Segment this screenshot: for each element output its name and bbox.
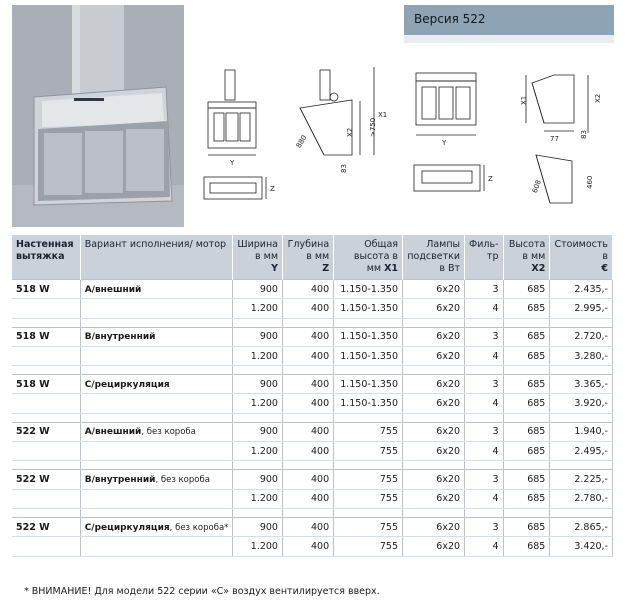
variant-note: , без короба xyxy=(141,427,196,438)
depth-cell: 400 xyxy=(282,422,333,441)
spacer-cell xyxy=(403,508,465,517)
spacer-cell xyxy=(403,461,465,470)
spacer-cell xyxy=(80,508,233,517)
lamps-cell: 6x20 xyxy=(403,517,465,536)
height-total-cell: 755 xyxy=(334,537,403,556)
model-cell xyxy=(12,537,80,556)
lamps-cell: 6x20 xyxy=(403,375,465,394)
col-model-header: Настенная вытяжка xyxy=(12,235,80,280)
height-total-cell: 1.150-1.350 xyxy=(334,327,403,346)
depth-cell: 400 xyxy=(282,346,333,365)
price-cell: 2.780,- xyxy=(550,489,613,508)
table-row xyxy=(12,422,613,441)
spacer-cell xyxy=(465,508,503,517)
price-cell: 2.995,- xyxy=(550,299,613,318)
lamps-cell: 6x20 xyxy=(403,394,465,413)
price-cell: 2.435,- xyxy=(550,280,613,299)
spacer-cell xyxy=(465,461,503,470)
variant-label: A/внешний xyxy=(84,284,142,295)
model-cell xyxy=(12,299,80,318)
spacer-cell xyxy=(233,461,283,470)
filter-cell: 3 xyxy=(465,517,503,536)
height-total-cell: 755 xyxy=(334,442,403,461)
price-cell: 2.720,- xyxy=(550,327,613,346)
spacer-cell xyxy=(550,366,613,375)
spacer-cell xyxy=(334,366,403,375)
variant-cell xyxy=(80,346,233,365)
height-cell: 685 xyxy=(503,537,550,556)
dim-label-y: Y xyxy=(230,159,235,167)
table-row xyxy=(12,375,613,394)
spacer-cell xyxy=(403,318,465,327)
spacer-cell xyxy=(550,318,613,327)
spacer-cell xyxy=(503,318,550,327)
depth-cell: 400 xyxy=(282,442,333,461)
spacer-cell xyxy=(80,318,233,327)
price-cell: 2.495,- xyxy=(550,442,613,461)
depth-cell: 400 xyxy=(282,280,333,299)
spacer-cell xyxy=(465,366,503,375)
spacer-cell xyxy=(550,508,613,517)
table-row xyxy=(12,327,613,346)
variant-cell xyxy=(80,327,233,346)
variant-note: , без короба* xyxy=(169,522,229,533)
depth-cell: 400 xyxy=(282,327,333,346)
spacer-cell xyxy=(233,366,283,375)
depth-cell: 400 xyxy=(282,375,333,394)
height-cell: 685 xyxy=(503,327,550,346)
height-cell: 685 xyxy=(503,280,550,299)
lamps-cell: 6x20 xyxy=(403,299,465,318)
dim-label-880: 880 xyxy=(294,133,309,150)
dim-label-x2: X2 xyxy=(346,127,354,137)
footnote: * ВНИМАНИЕ! Для модели 522 серии «С» воздух вентилируется вверх. xyxy=(24,586,380,597)
col-height-header: Высота в мм X2 xyxy=(503,235,550,280)
width-cell: 900 xyxy=(233,517,283,536)
depth-cell: 400 xyxy=(282,517,333,536)
spacer-cell xyxy=(503,366,550,375)
variant-cell xyxy=(80,470,233,489)
variant-cell xyxy=(80,489,233,508)
price-cell: 1.940,- xyxy=(550,422,613,441)
lamps-cell: 6x20 xyxy=(403,346,465,365)
spacer-cell xyxy=(12,366,80,375)
width-cell: 1.200 xyxy=(233,346,283,365)
variant-cell xyxy=(80,280,233,299)
variant-label: B/внутренний xyxy=(84,332,156,343)
dim-label-83-b: 83 xyxy=(580,130,588,139)
width-cell: 900 xyxy=(233,280,283,299)
table-row xyxy=(12,346,613,365)
col-depth-header: Глубина в мм Z xyxy=(282,235,333,280)
filter-cell: 3 xyxy=(465,280,503,299)
height-total-cell: 755 xyxy=(334,470,403,489)
width-cell: 1.200 xyxy=(233,442,283,461)
spacer-cell xyxy=(282,461,333,470)
width-cell: 900 xyxy=(233,375,283,394)
model-cell xyxy=(12,394,80,413)
price-cell: 2.865,- xyxy=(550,517,613,536)
spacer-cell xyxy=(550,413,613,422)
height-total-cell: 1.150-1.350 xyxy=(334,299,403,318)
width-cell: 900 xyxy=(233,422,283,441)
model-cell: 518 W xyxy=(12,327,80,346)
height-cell: 685 xyxy=(503,299,550,318)
variant-cell xyxy=(80,517,233,536)
filter-cell: 3 xyxy=(465,422,503,441)
depth-cell: 400 xyxy=(282,394,333,413)
model-cell: 522 W xyxy=(12,470,80,489)
price-cell: 2.225,- xyxy=(550,470,613,489)
width-cell: 900 xyxy=(233,327,283,346)
spacer-cell xyxy=(550,461,613,470)
height-total-cell: 755 xyxy=(334,489,403,508)
model-cell xyxy=(12,442,80,461)
filter-cell: 4 xyxy=(465,346,503,365)
group-spacer xyxy=(12,366,613,375)
spacer-cell xyxy=(233,508,283,517)
price-table xyxy=(12,235,613,557)
dim-label-460: 460 xyxy=(586,175,594,189)
dim-label-608: 608 xyxy=(530,178,543,195)
height-cell: 685 xyxy=(503,489,550,508)
spacer-cell xyxy=(12,508,80,517)
price-cell: 3.420,- xyxy=(550,537,613,556)
variant-label: C/рециркуляция xyxy=(84,379,170,390)
table-row xyxy=(12,442,613,461)
height-cell: 685 xyxy=(503,346,550,365)
spacer-cell xyxy=(403,413,465,422)
variant-cell xyxy=(80,537,233,556)
height-cell: 685 xyxy=(503,470,550,489)
dim-label-77: 77 xyxy=(550,135,559,143)
model-cell: 518 W xyxy=(12,375,80,394)
filter-cell: 3 xyxy=(465,375,503,394)
model-cell: 522 W xyxy=(12,517,80,536)
height-cell: 685 xyxy=(503,517,550,536)
model-cell xyxy=(12,346,80,365)
depth-cell: 400 xyxy=(282,537,333,556)
variant-cell xyxy=(80,394,233,413)
technical-drawing-522 xyxy=(404,5,614,227)
variant-cell xyxy=(80,422,233,441)
spacer-cell xyxy=(334,461,403,470)
spacer-cell xyxy=(465,413,503,422)
variant-note: , без короба xyxy=(155,475,210,486)
product-photo xyxy=(12,5,184,227)
filter-cell: 4 xyxy=(465,489,503,508)
lamps-cell: 6x20 xyxy=(403,280,465,299)
spacer-cell xyxy=(233,413,283,422)
group-spacer xyxy=(12,508,613,517)
variant-label: C/рециркуляция xyxy=(84,522,170,533)
lamps-cell: 6x20 xyxy=(403,442,465,461)
depth-cell: 400 xyxy=(282,470,333,489)
col-width-header: Ширина в мм Y xyxy=(233,235,283,280)
width-cell: 1.200 xyxy=(233,299,283,318)
width-cell: 1.200 xyxy=(233,537,283,556)
technical-drawing-518 xyxy=(192,5,394,227)
height-total-cell: 1.150-1.350 xyxy=(334,280,403,299)
spacer-cell xyxy=(282,508,333,517)
height-cell: 685 xyxy=(503,422,550,441)
dim-label-x1-522: X1 xyxy=(520,95,528,105)
spacer-cell xyxy=(233,318,283,327)
width-cell: 900 xyxy=(233,470,283,489)
spacer-cell xyxy=(80,461,233,470)
col-height-total-header: Общая высота в мм X1 xyxy=(334,235,403,280)
table-row xyxy=(12,470,613,489)
group-spacer xyxy=(12,461,613,470)
col-variant-header: Вариант исполнения/ мотор xyxy=(80,235,233,280)
dim-label-83-a: 83 xyxy=(340,164,348,173)
height-cell: 685 xyxy=(503,442,550,461)
dim-label-x2-522: X2 xyxy=(594,93,602,103)
dim-label-z: Z xyxy=(270,185,275,193)
height-cell: 685 xyxy=(503,394,550,413)
spacer-cell xyxy=(282,318,333,327)
variant-cell xyxy=(80,299,233,318)
height-cell: 685 xyxy=(503,375,550,394)
spacer-cell xyxy=(80,366,233,375)
height-total-cell: 1.150-1.350 xyxy=(334,346,403,365)
spacer-cell xyxy=(503,508,550,517)
col-filter-header: Филь- тр xyxy=(465,235,503,280)
height-total-cell: 1.150-1.350 xyxy=(334,375,403,394)
height-total-cell: 1.150-1.350 xyxy=(334,394,403,413)
width-cell: 1.200 xyxy=(233,489,283,508)
variant-cell xyxy=(80,442,233,461)
table-row xyxy=(12,394,613,413)
spacer-cell xyxy=(503,413,550,422)
table-row xyxy=(12,489,613,508)
dim-label-750: >750 xyxy=(369,117,377,137)
spacer-cell xyxy=(80,413,233,422)
spacer-cell xyxy=(503,461,550,470)
version-label: Версия 522 xyxy=(414,12,486,26)
lamps-cell: 6x20 xyxy=(403,489,465,508)
dim-label-x1: X1 xyxy=(378,111,388,119)
height-total-cell: 755 xyxy=(334,422,403,441)
filter-cell: 3 xyxy=(465,327,503,346)
height-total-cell: 755 xyxy=(334,517,403,536)
col-price-header: Стоимость в € xyxy=(550,235,613,280)
model-cell: 518 W xyxy=(12,280,80,299)
lamps-cell: 6x20 xyxy=(403,537,465,556)
filter-cell: 4 xyxy=(465,442,503,461)
lamps-cell: 6x20 xyxy=(403,422,465,441)
table-header-row xyxy=(12,235,613,280)
variant-cell xyxy=(80,375,233,394)
spacer-cell xyxy=(282,366,333,375)
price-cell: 3.280,- xyxy=(550,346,613,365)
col-lamps-header: Лампы подсветки в Вт xyxy=(403,235,465,280)
spacer-cell xyxy=(334,318,403,327)
filter-cell: 3 xyxy=(465,470,503,489)
spacer-cell xyxy=(12,318,80,327)
filter-cell: 4 xyxy=(465,394,503,413)
spacer-cell xyxy=(465,318,503,327)
table-body xyxy=(12,280,613,557)
width-cell: 1.200 xyxy=(233,394,283,413)
table-row xyxy=(12,517,613,536)
variant-label: B/внутренний xyxy=(84,475,156,486)
table-row xyxy=(12,537,613,556)
lamps-cell: 6x20 xyxy=(403,327,465,346)
table-row xyxy=(12,280,613,299)
variant-label: A/внешний xyxy=(84,427,142,438)
table-row xyxy=(12,299,613,318)
lamps-cell: 6x20 xyxy=(403,470,465,489)
dim-label-y-522: Y xyxy=(442,139,447,147)
dim-label-z-522: Z xyxy=(488,175,493,183)
depth-cell: 400 xyxy=(282,489,333,508)
filter-cell: 4 xyxy=(465,299,503,318)
price-cell: 3.920,- xyxy=(550,394,613,413)
spacer-cell xyxy=(334,413,403,422)
group-spacer xyxy=(12,413,613,422)
filter-cell: 4 xyxy=(465,537,503,556)
price-cell: 3.365,- xyxy=(550,375,613,394)
spacer-cell xyxy=(12,413,80,422)
model-cell xyxy=(12,489,80,508)
spacer-cell xyxy=(12,461,80,470)
spacer-cell xyxy=(282,413,333,422)
depth-cell: 400 xyxy=(282,299,333,318)
spacer-cell xyxy=(334,508,403,517)
group-spacer xyxy=(12,318,613,327)
model-cell: 522 W xyxy=(12,422,80,441)
version-banner xyxy=(404,5,614,35)
spacer-cell xyxy=(403,366,465,375)
